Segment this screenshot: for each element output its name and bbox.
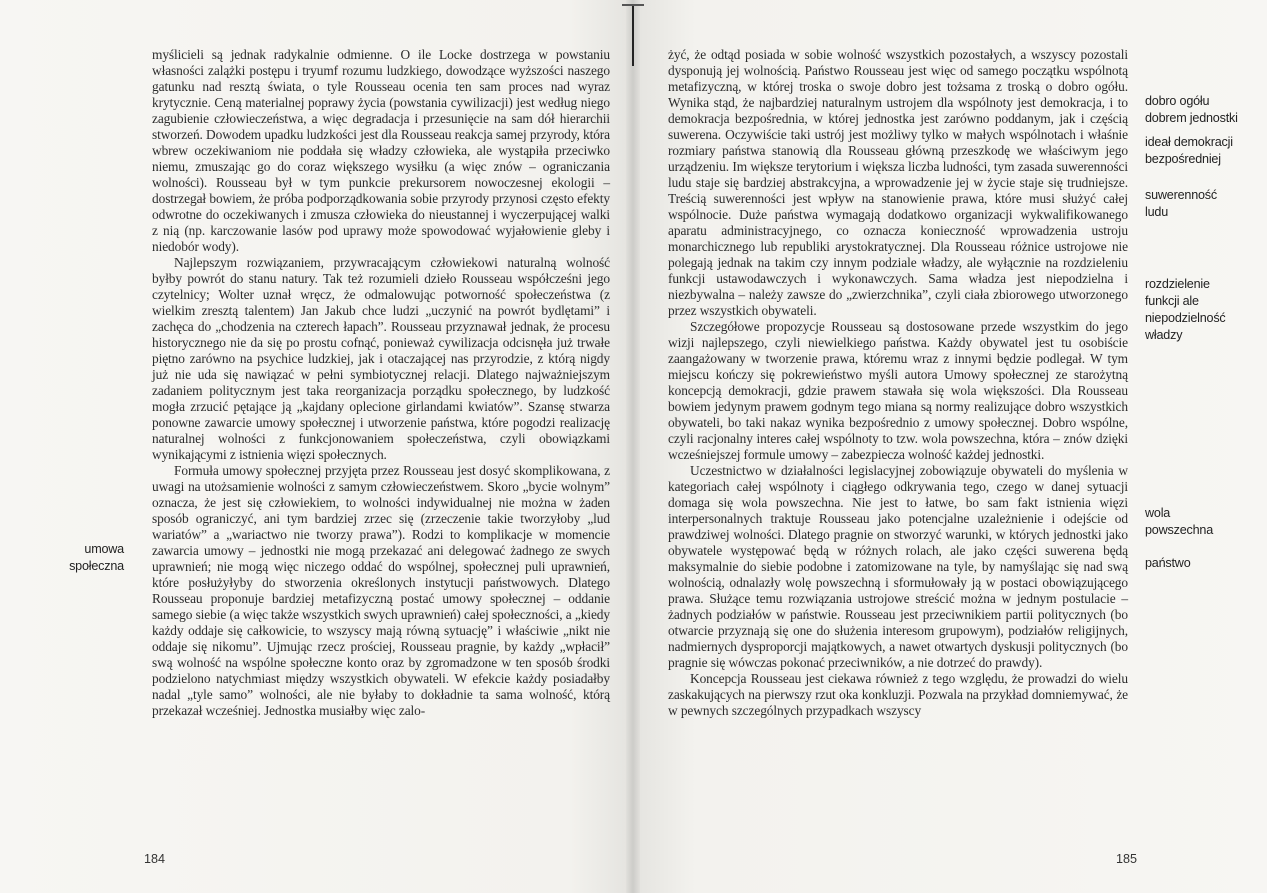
margin-note-wola-powszechna <box>1145 505 1263 539</box>
margin-note-dobro-ogolu <box>1145 93 1263 127</box>
margin-note-line: suwerenność <box>1145 188 1218 202</box>
margin-note-line: bezpośredniej <box>1145 152 1221 166</box>
paragraph: Koncepcja Rousseau jest ciekawa również z tego względu, że prowadzi do wielu zaskakujących na pierwszy rzut oka konkluzji. Pozwala na przykład domniemywać, że w pewnych szczególnych przypadkach wszyscy <box>668 671 1128 718</box>
margin-note-line: umowa <box>84 542 124 556</box>
paragraph: Szczegółowe propozycje Rousseau są dostosowane przede wszystkim do jego wizji najlepszego, czyli niewielkiego państwa. Każdy obywatel jest tu osobiście zaangażowany w tworzenie prawa, któremu wraz z innymi będzie podlegał. W tym miejscu kończy się pokrewieństwo myśli autora Umowy społecznej ze starożytną koncepcją demokracji, gdzie prawem stawała się wola większości. Dla Rousseau bowiem jedynym prawem godnym tego miana są normy realizujące dobro wszystkich obywateli, bo taki nakaz wynika bezpośrednio z umowy społecznej. Dobro wspólne, czyli racjonalny interes całej wspólnoty to tzw. wola powszechna, która – znów dzięki wcześniejszej formule umowy – zabezpiecza wolność każdej jednostki. <box>668 319 1128 462</box>
margin-note-line: dobrem jednostki <box>1145 111 1238 125</box>
margin-note-panstwo <box>1145 555 1263 572</box>
margin-note-line: ludu <box>1145 205 1169 219</box>
book-gutter <box>626 0 640 893</box>
margin-note-line: funkcji ale <box>1145 294 1199 308</box>
margin-note-line: rozdzielenie <box>1145 277 1210 291</box>
page-number-right: 185 <box>1116 852 1138 866</box>
margin-note-ideal-demokracji <box>1145 134 1263 168</box>
margin-note-line: powszechna <box>1145 523 1214 537</box>
paragraph: Najlepszym rozwiązaniem, przywracającym człowiekowi naturalną wolność byłby powrót do stanu natury. Tak też rozumieli dzieło Rousseau współcześni jego czytelnicy; Wolter uznał wręcz, że odmalowując potworność społeczeństwa (z wielkim zresztą talentem) Jan Jakub chce ludzi „uczynić na powrót bydlętami” i zachęca do „chodzenia na czterech łapach”. Rousseau przyznawał jednak, że procesu historycznego nie da się po prostu cofnąć, ponieważ cywilizacja odcisnęła już trwałe piętno zarówno na psychice ludzkiej, jak i otaczającej nas przyrodzie, z którą nigdy już nie uda się nawiązać w pełni symbiotycznej relacji. Dlatego najważniejszym zadaniem politycznym jest taka reorganizacja porządku społecznego, by ludzkość mogła zrzucić pętające ją „kajdany oplecione girlandami kwiatów”. Szansę stwarza ponowne zawarcie umowy społecznej i utworzenie państwa, które pogodzi realizację naturalnej wolności z funkcjonowaniem społeczeństwa, czyli obowiązkami wynikającymi z istnienia więzi społecznych. <box>152 255 610 462</box>
paragraph: Uczestnictwo w działalności legislacyjnej zobowiązuje obywateli do myślenia w kategoriach całej wspólnoty i ciągłego odkrywania tego, czego w danej sytuacji domaga się wola powszechna. Nie jest to łatwe, bo sam fakt istnienia więzi interpersonalnych traktuje Rousseau jako potencjalne uzależnienie i odejście od prawdziwej wolności. Dlatego pragnie on stworzyć warunki, w których jednostki jako obywatele występować będą w różnych rolach, ale jako części suwerena będą maksymalnie do siebie podobne i zatomizowane na tyle, by namyślając się nad swą wolnością, odnalazły wolę powszechną i sformułowały ją w postaci obowiązującego prawa. Służące temu rozwiązania ustrojowe streścić można w jednym postulacie – żadnych podziałów w państwie. Rousseau jest przeciwnikiem partii politycznych (bo otwarcie przyznają się one do służenia interesom grupowym), podziałów religijnych, nadmiernych dysproporcji majątkowych, a nawet otwartych dyskusji politycznych (bo pragnie się wówczas pokonać przeciwników, a nie dotrzeć do prawdy). <box>668 463 1128 670</box>
margin-note-rozdzielenie-funkcji <box>1145 276 1263 344</box>
left-page-body <box>152 47 610 719</box>
margin-note-suwerennosc-ludu <box>1145 187 1263 221</box>
margin-note-line: dobro ogółu <box>1145 94 1210 108</box>
margin-note-line: społeczna <box>69 559 124 573</box>
right-page-body <box>668 47 1128 719</box>
page-number-left: 184 <box>144 852 166 866</box>
margin-note-line: władzy <box>1145 328 1183 342</box>
margin-note-line: państwo <box>1145 556 1191 570</box>
paragraph: Formuła umowy społecznej przyjęta przez Rousseau jest dosyć skomplikowana, z uwagi na utożsamienie wolności z samym człowieczeństwem. Skoro „bycie wolnym” oznacza, że jest się człowiekiem, to wolności indywidualnej nie można w żaden sposób ograniczyć, ani tym bardziej zrzec się (zrzeczenie takie tworzyłoby „lud wariatów” a „wariactwo nie tworzy prawa”). Rodzi to komplikacje w momencie zawarcia umowy – jednostki nie mogą przekazać ani delegować żadnego ze swych uprawnień; nie mogą więc niczego oddać do wspólnej, społecznej puli uprawnień, które posłużyłyby do stworzenia określonych instytucji państwowych. Dlatego Rousseau proponuje bardziej metafizyczną postać umowy społecznej – oddanie samego siebie (a więc także wszystkich swych uprawnień) całej społeczności, a „kiedy każdy oddaje się całkowicie, to wszyscy mają równą sytuację” i właściwie „nikt nie oddaje się nikomu”. Ujmując rzecz prościej, Rousseau pragnie, by każdy „wpłacił” swą wolność na wspólne społeczne konto oraz by zgromadzone w ten sposób środki podzielono natychmiast między wszystkich obywateli. W efekcie każdy posiadałby nadal „tyle samo” wolności, ale nie byłaby to dokładnie ta sama wolność, którą przekazał wcześniej. Jednostka musiałby więc zalo- <box>152 463 610 718</box>
margin-note-line: wola <box>1145 506 1171 520</box>
margin-note-line: ideał demokracji <box>1145 135 1233 149</box>
paragraph: myślicieli są jednak radykalnie odmienne. O ile Locke dostrzega w powstaniu własności zalążki postępu i tryumf rozumu ludzkiego, dowodzące wyższości naszego gatunku nad resztą świata, o tyle Rousseau ocenia ten sam proces nad wyraz krytycznie. Ceną materialnej poprawy życia (powstania cywilizacji) jest według niego zagubienie człowieczeństwa, a więc degradacja i przesunięcie na sam dół hierarchii stworzeń. Dowodem upadku ludzkości jest dla Rousseau reakcja samej przyrody, która wbrew oczekiwaniom nie poddała się władzy człowieka, ale wystąpiła przeciwko niemu, zmuszając go do coraz większego wysiłku (a więc znów – ograniczania wolności). Rousseau był w tym punkcie prekursorem nowoczesnej ekologii – dostrzegał bowiem, że próba podporządkowania sobie przyrody przynosi często efekty odwrotne do oczekiwanych i zmusza człowieka do nieustannej i wyczerpującej walki z nią (np. karczowanie lasów pod uprawy może spowodować wyjałowienie gleby i niedobór wody). <box>152 47 610 254</box>
spine-mark <box>632 6 634 66</box>
paragraph: żyć, że odtąd posiada w sobie wolność wszystkich pozostałych, a wszyscy pozostali dysponują jej wolnością. Państwo Rousseau jest więc od samego początku wspólnotą metafizyczną, w której troska o swoje dobro jest tożsama z troską o dobro ogółu. Wynika stąd, że najbardziej naturalnym ustrojem dla wspólnoty jest demokracja, i to demokracja bezpośrednia, w której jednostka jest zarówno poddanym, jak i częścią suwerena. Oczywiście taki ustrój jest możliwy tylko w małych wspólnotach i właśnie rozmiary państwa stanowią dla Rousseau główną przeszkodę we właściwym jego urządzeniu. Im większe terytorium i większa liczba ludności, tym zasada suwerenności ludu staje się bardziej abstrakcyjna, a wprowadzenie jej w życie staje się trudniejsze. Treścią suwerenności jest wpływ na stanowienie prawa, które musi służyć całej wspólnocie. Duże państwa wymagają dodatkowo organizacji wykwalifikowanego aparatu administracyjnego, co oznacza konieczność wprowadzenia ustroju monarchicznego lub republiki arystokratycznej. Dla Rousseau różnice ustrojowe nie polegają jednak na takim czy innym podziale władzy, ale wyłącznie na rozdzieleniu funkcji ustawodawczych i wykonawczych. Sama władza jest niepodzielna i niezbywalna – należy zawsze do „zwierzchnika”, czyli ciała zbiorowego utworzonego przez wszystkich obywateli. <box>668 47 1128 318</box>
margin-note-line: niepodzielność <box>1145 311 1226 325</box>
margin-note-umowa-spoleczna <box>69 541 124 575</box>
